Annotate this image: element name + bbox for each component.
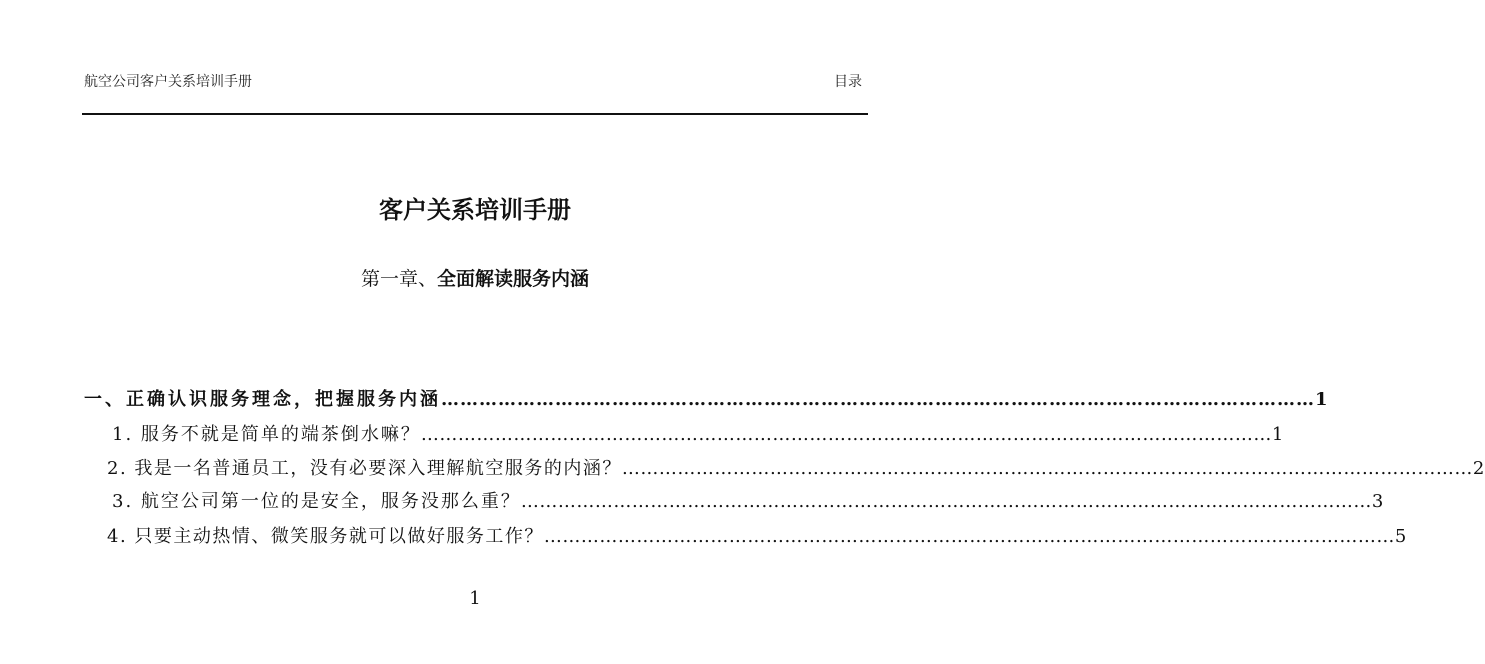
toc-entry[interactable] bbox=[107, 454, 1485, 479]
toc-entry-page: 1 bbox=[1315, 389, 1329, 410]
chapter-prefix: 第一章、 bbox=[360, 268, 437, 290]
toc-entry[interactable] bbox=[84, 385, 1329, 410]
toc-leader: ………………………………………………………………………………………………………………………… bbox=[543, 526, 1395, 547]
toc-leader: ………………………………………………………………………………………………………………………… bbox=[520, 491, 1372, 512]
toc-entry-page: 2 bbox=[1472, 458, 1485, 479]
toc-leader: ………………………………………………………………………………………………………………………… bbox=[420, 424, 1272, 445]
toc-entry-label: 4. 只要主动热情、微笑服务就可以做好服务工作？ bbox=[107, 526, 544, 547]
toc-entry-page: 3 bbox=[1371, 491, 1384, 512]
toc-entry[interactable] bbox=[107, 522, 1407, 547]
toc-leader: ………………………………………………………………………………………………………………………… bbox=[621, 458, 1473, 479]
toc-entry-label: 一、正确认识服务理念，把握服务内涵 bbox=[84, 389, 441, 410]
header-rule bbox=[82, 113, 868, 115]
toc-entry[interactable] bbox=[112, 487, 1384, 512]
running-header-section: 目录 bbox=[834, 74, 862, 90]
toc-entry-page: 5 bbox=[1394, 526, 1407, 547]
page-number: 1 bbox=[469, 588, 481, 609]
toc-entry-page: 1 bbox=[1271, 424, 1284, 445]
toc-entry-label: 1. 服务不就是简单的端茶倒水嘛？ bbox=[112, 424, 421, 445]
toc-leader: ………………………………………………………………………………………………………………………… bbox=[441, 389, 1315, 410]
chapter-title: 全面解读服务内涵 bbox=[437, 268, 590, 290]
running-header-title: 航空公司客户关系培训手册 bbox=[84, 74, 252, 90]
document-title: 客户关系培训手册 bbox=[379, 195, 571, 224]
toc-entry-label: 2. 我是一名普通员工，没有必要深入理解航空服务的内涵？ bbox=[107, 458, 622, 479]
toc-entry[interactable] bbox=[112, 420, 1284, 445]
chapter-heading bbox=[0, 264, 950, 291]
toc-entry-label: 3. 航空公司第一位的是安全，服务没那么重？ bbox=[112, 491, 521, 512]
